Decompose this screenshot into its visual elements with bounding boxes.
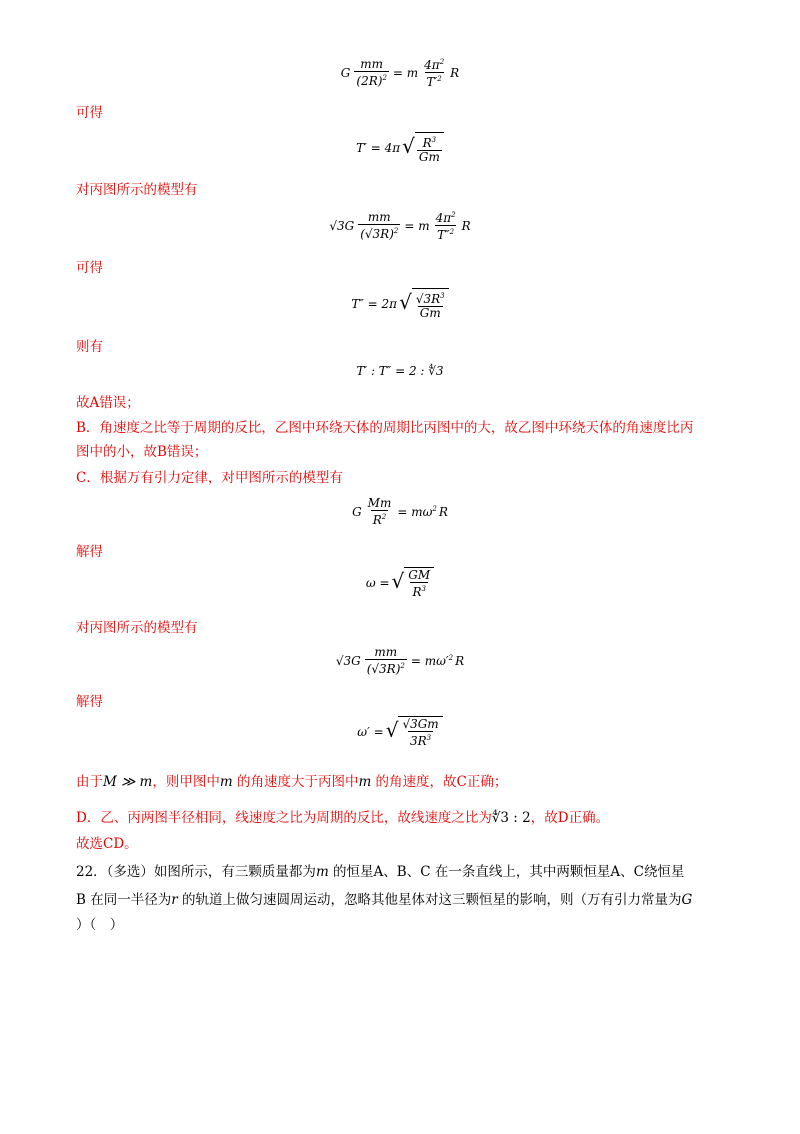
text-answer-cd: 故选CD。 <box>76 836 138 852</box>
text-jiede-1: 解得 <box>76 544 103 560</box>
eq8-den-text: (√3R) <box>366 662 401 676</box>
question-22-line1 <box>76 862 684 882</box>
eq7-denominator <box>410 582 428 599</box>
eq8-tail: R <box>455 654 465 668</box>
text-kede-1: 可得 <box>76 105 103 121</box>
eq1-f1-denominator <box>354 71 389 88</box>
q22-math-abc: A、B、C <box>373 864 431 880</box>
eq3-f2-num-text: 4π <box>435 211 452 225</box>
eq2-num-sup: 3 <box>431 136 437 144</box>
eq2-lhs: T′ = 4π <box>356 141 401 155</box>
text-kede-2: 可得 <box>76 260 103 276</box>
text-c-line: C．根据万有引力定律，对甲图所示的模型有 <box>76 470 343 486</box>
eq8-numerator: mm <box>374 645 398 659</box>
eq6-numerator: Mm <box>367 496 392 510</box>
eq7-fraction <box>406 569 432 599</box>
eq9-fraction <box>400 718 440 748</box>
eq1-f2-num-text: 4π <box>424 58 440 72</box>
eq5-text: T′ : T″ = 2 : ∜3 <box>356 364 444 378</box>
q22-part-a: 22．（多选）如图所示，有三颗质量都为 <box>76 864 316 880</box>
eq2-fraction <box>417 134 442 164</box>
text-model-bing-1: 对丙图所示的模型有 <box>76 182 198 198</box>
eq8-rhs-text: = mω′ <box>410 654 449 668</box>
eq2-sqrt-body <box>415 132 444 164</box>
eq4-sqrt-body <box>412 288 449 320</box>
sqrt-sign: √ <box>399 290 412 314</box>
eq7-den-text: R <box>412 585 422 599</box>
text-a-wrong: 故A错误； <box>76 395 140 411</box>
c-math-m1: m <box>219 774 233 790</box>
eq9-den-text: 3R <box>409 734 427 748</box>
eq8-pre: √3G <box>335 654 361 668</box>
eq3-f2-num-sup: 2 <box>451 211 456 219</box>
equation-4 <box>0 288 800 320</box>
eq1-tail: R <box>450 65 460 80</box>
eq6-rhs-text: = mω <box>397 505 433 519</box>
d-suffix: ，故D正确。 <box>530 810 610 826</box>
eq7-numerator: GM <box>408 568 431 582</box>
c-suffix: 的角速度，故C正确； <box>371 774 508 790</box>
eq3-f2-den-text: T″ <box>437 228 450 242</box>
eq7-sqrt-body <box>404 567 434 599</box>
sqrt-sign: √ <box>402 134 415 158</box>
eq7-den-sup: 3 <box>421 585 426 593</box>
q22-math-b: B <box>76 892 86 908</box>
eq4-lhs: T″ = 2π <box>351 297 398 311</box>
eq9-numerator: √3Gm <box>402 717 439 731</box>
eq4-numerator <box>414 290 447 306</box>
eq1-f2-denominator <box>425 72 444 89</box>
eq9-den-sup: 3 <box>426 734 432 742</box>
equation-8 <box>0 646 800 676</box>
eq1-f2-numerator <box>422 56 446 72</box>
eq8-den-sup: 2 <box>400 662 405 670</box>
equation-7 <box>0 567 800 599</box>
eq3-f2-numerator <box>434 209 458 225</box>
eq4-sqrt <box>399 288 449 320</box>
d-math-ratio: ∜3 : 2 <box>491 810 531 826</box>
text-jiede-2: 解得 <box>76 694 103 710</box>
eq7-sqrt <box>392 567 435 599</box>
eq6-denominator <box>371 510 389 527</box>
sqrt-sign: √ <box>391 569 405 593</box>
eq4-num-sup: 3 <box>440 292 445 300</box>
eq4-denominator: Gm <box>419 306 441 320</box>
eq3-f2-den-sup: 2 <box>449 228 455 236</box>
eq3-f2-denominator <box>435 225 456 242</box>
eq6-rhs-sup: 2 <box>432 505 437 513</box>
eq9-sqrt <box>386 716 443 748</box>
eq2-sqrt <box>402 132 444 164</box>
eq9-denominator <box>408 731 433 748</box>
equation-5 <box>0 364 800 378</box>
eq8-fraction <box>365 646 407 676</box>
equation-2 <box>0 132 800 164</box>
eq3-pre: √3G <box>329 218 355 233</box>
eq3-f1-denominator <box>358 224 400 241</box>
question-22-line2 <box>76 890 692 910</box>
eq4-fraction <box>414 290 447 320</box>
eq3-f1-den-sup: 2 <box>393 226 399 235</box>
eq6-den-text: R <box>372 513 382 527</box>
equation-1 <box>0 56 800 89</box>
c-mid-1: ，则甲图中 <box>152 774 220 790</box>
eq3-tail: R <box>461 218 471 233</box>
q22-part-f: 在同一半径为 <box>85 892 172 908</box>
eq9-sqrt-body <box>398 716 442 748</box>
q22-math-r: r <box>171 892 178 908</box>
text-b-line1: B．角速度之比等于周期的反比，乙图中环绕天体的周期比丙图中的大，故乙图中环绕天体的角速度比丙 <box>76 420 694 436</box>
eq3-fraction-2 <box>434 209 458 242</box>
eq3-fraction-1 <box>358 211 400 241</box>
q22-math-g: G <box>681 892 693 908</box>
eq6-rhs <box>397 505 437 519</box>
equation-9 <box>0 716 800 748</box>
eq1-f2-den-sup: 2 <box>437 75 442 83</box>
q22-part-g: 的轨道上做匀速圆周运动，忽略其他星体对这三颗恒星的影响，则（万有引力常量为 <box>177 892 682 908</box>
eq1-f2-num-sup: 2 <box>439 58 445 66</box>
eq2-num-text: R <box>422 136 432 150</box>
c-prefix: 由于 <box>76 774 103 790</box>
eq8-rhs <box>411 654 453 668</box>
question-22-line3: ）（ ） <box>76 917 124 933</box>
eq6-tail: R <box>438 505 448 519</box>
c-mid-2: 的角速度大于丙图中 <box>232 774 359 790</box>
eq7-lhs: ω = <box>365 576 390 590</box>
eq3-f1-den-text: (√3R) <box>360 226 394 241</box>
eq4-num-text: √3R <box>415 292 441 306</box>
text-zeyou: 则有 <box>76 339 103 355</box>
equation-6 <box>0 497 800 527</box>
eq1-f1-den-sup: 2 <box>382 73 387 82</box>
eq1-lhs: G <box>340 65 351 80</box>
q22-math-ac: A、C <box>610 864 644 880</box>
eq8-rhs-sup: 2 <box>448 654 454 662</box>
eq2-denominator: Gm <box>418 150 440 164</box>
eq1-f1-den-text: (2R) <box>356 73 383 88</box>
c-math-m2: m <box>358 774 372 790</box>
text-model-bing-2: 对丙图所示的模型有 <box>76 620 198 636</box>
q22-part-c: 在一条直线上，其中两颗恒星 <box>430 864 611 880</box>
sqrt-sign: √ <box>385 718 399 742</box>
eq1-equals: = m <box>392 65 419 80</box>
eq3-equals: = m <box>404 218 430 233</box>
eq9-lhs: ω′ = <box>357 725 384 739</box>
eq8-denominator <box>365 659 407 676</box>
eq3-f1-numerator: mm <box>367 209 391 224</box>
eq1-f2-den-text: T′ <box>426 75 438 89</box>
text-b-line2: 图中的小，故B错误； <box>76 444 208 460</box>
d-prefix: D．乙、丙两图半径相同，线速度之比为周期的反比，故线速度之比为 <box>76 810 492 826</box>
eq2-numerator <box>421 134 439 150</box>
eq6-den-sup: 2 <box>381 513 387 521</box>
eq6-fraction <box>366 497 394 527</box>
c-math-m-gg: M ≫ m <box>103 774 153 790</box>
eq1-f1-numerator: mm <box>360 56 384 71</box>
text-d-conclusion <box>76 808 609 828</box>
eq1-fraction-1 <box>354 58 389 88</box>
eq6-lhs: G <box>352 505 362 519</box>
text-c-conclusion <box>76 772 507 792</box>
q22-math-m: m <box>315 864 329 880</box>
eq1-fraction-2 <box>422 56 446 89</box>
q22-part-d: 绕恒星 <box>643 864 685 880</box>
q22-part-b: 的恒星 <box>328 864 374 880</box>
equation-3 <box>0 209 800 242</box>
